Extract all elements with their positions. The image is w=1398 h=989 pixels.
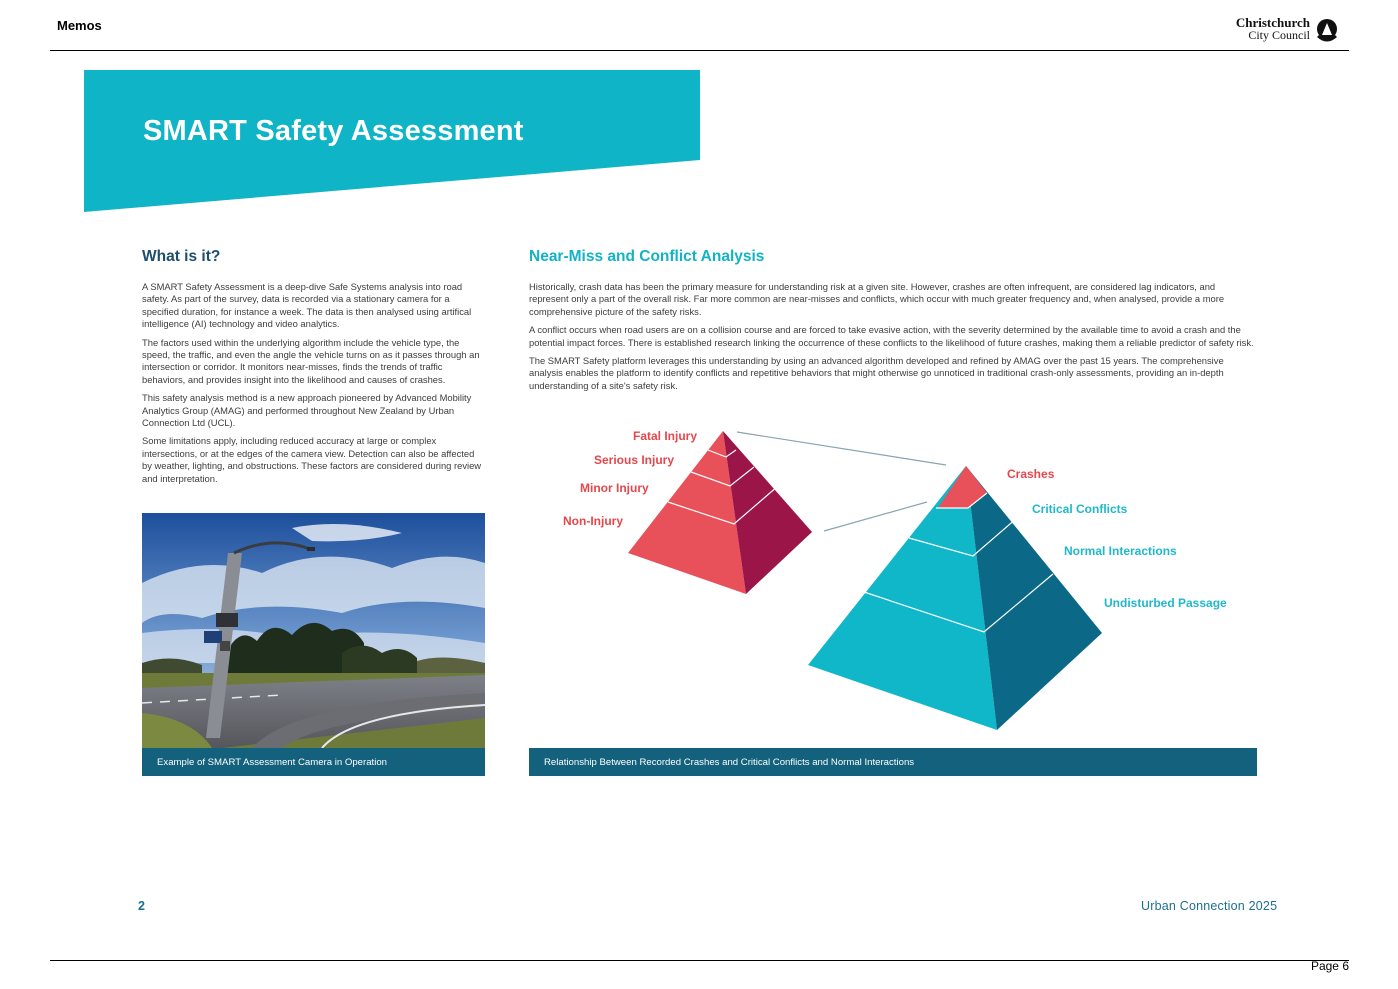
diagram-caption: Relationship Between Recorded Crashes and Critical Conflicts and Normal Interactions [529,748,1257,776]
paragraph: Historically, crash data has been the primary measure for understanding risk at a given site. However, crashes are often infrequent, are considered lag indicators, and represent only a part of the overall risk. Far more common are near-misses and conflicts, which occur with much greater frequency and, when analysed, provide a more comprehensive picture of the safety risks. [529,281,1225,317]
title-banner [84,70,700,212]
paragraph: Some limitations apply, including reduced accuracy at large or complex intersections, or at the edges of the camera view. Detection can also be affected by weather, lighting, and obstructions. These factors are considered during review and interpretation. [142,435,482,484]
council-emblem-icon [1314,18,1340,44]
paragraph: The SMART Safety platform leverages this understanding by using an advanced algorithm developed and refined by AMAG over the past 15 years. The comprehensive analysis enables the platform to identify conflicts and repetitive behaviors that might otherwise go unnoticed in traditional crash-only assessments, providing an in-depth understanding of a site's safety risk. [529,355,1224,391]
footer-rule [50,960,1349,961]
council-name-line2: City Council [1248,28,1310,42]
council-name-line1: Christchurch [1235,15,1310,30]
pyramid-diagram [529,420,1257,740]
label-fatal-injury: Fatal Injury [633,429,698,443]
label-non-injury: Non-Injury [563,514,623,528]
label-crashes: Crashes [1007,467,1055,481]
page-title: SMART Safety Assessment [143,115,524,147]
what-is-it-body [142,281,484,491]
label-critical-conflicts: Critical Conflicts [1032,502,1128,516]
paragraph: A SMART Safety Assessment is a deep-dive Safe Systems analysis into road safety. As part of the survey, data is recorded via a stationary camera for a specified duration, for instance a week. The data is then analysed using artifical intelligence (AI) technology and video analytics. [142,281,472,330]
label-serious-injury: Serious Injury [594,453,675,467]
near-miss-body [529,281,1255,398]
label-normal-interactions: Normal Interactions [1064,544,1177,558]
pyramid-diagram-graphic [529,420,1257,740]
label-undisturbed-passage: Undisturbed Passage [1104,596,1227,610]
section-heading-near-miss: Near-Miss and Conflict Analysis [529,248,765,265]
connector-line-bottom [824,502,927,531]
connector-line-top [737,432,946,465]
paragraph: A conflict occurs when road users are on a collision course and are forced to take evasive action, with the severity determined by the available time to avoid a crash and the potential impact forces. There is established research linking the occurrence of these conflicts to the likelihood of future crashes, making them a reliable predictor of safety risk. [529,324,1254,348]
memo-header-label: Memos [57,18,102,33]
memo-page-label: Page 6 [1310,959,1349,973]
paragraph: The factors used within the underlying algorithm include the vehicle type, the speed, the traffic, and even the angle the vehicle turns on as it passes through an intersection or corridor. It monitors near-misses, finds the trends of traffic behaviors, and provides insight into the likelihood and causes of crashes. [142,336,480,385]
council-logo [1224,17,1340,45]
paragraph: This safety analysis method is a new approach pioneered by Advanced Mobility Analytics Group (AMAG) and performed throughout New Zealand by Urban Connection Ltd (UCL). [142,392,472,429]
footer-brand: Urban Connection 2025 [1141,899,1278,913]
council-name [1236,17,1310,41]
camera-photo [142,513,485,748]
camera-photo-illustration [142,513,485,748]
header-rule [50,50,1349,51]
label-minor-injury: Minor Injury [580,481,649,495]
page-number: 2 [138,899,145,913]
photo-caption: Example of SMART Assessment Camera in Operation [142,748,485,776]
section-heading-what-is-it: What is it? [142,248,221,265]
